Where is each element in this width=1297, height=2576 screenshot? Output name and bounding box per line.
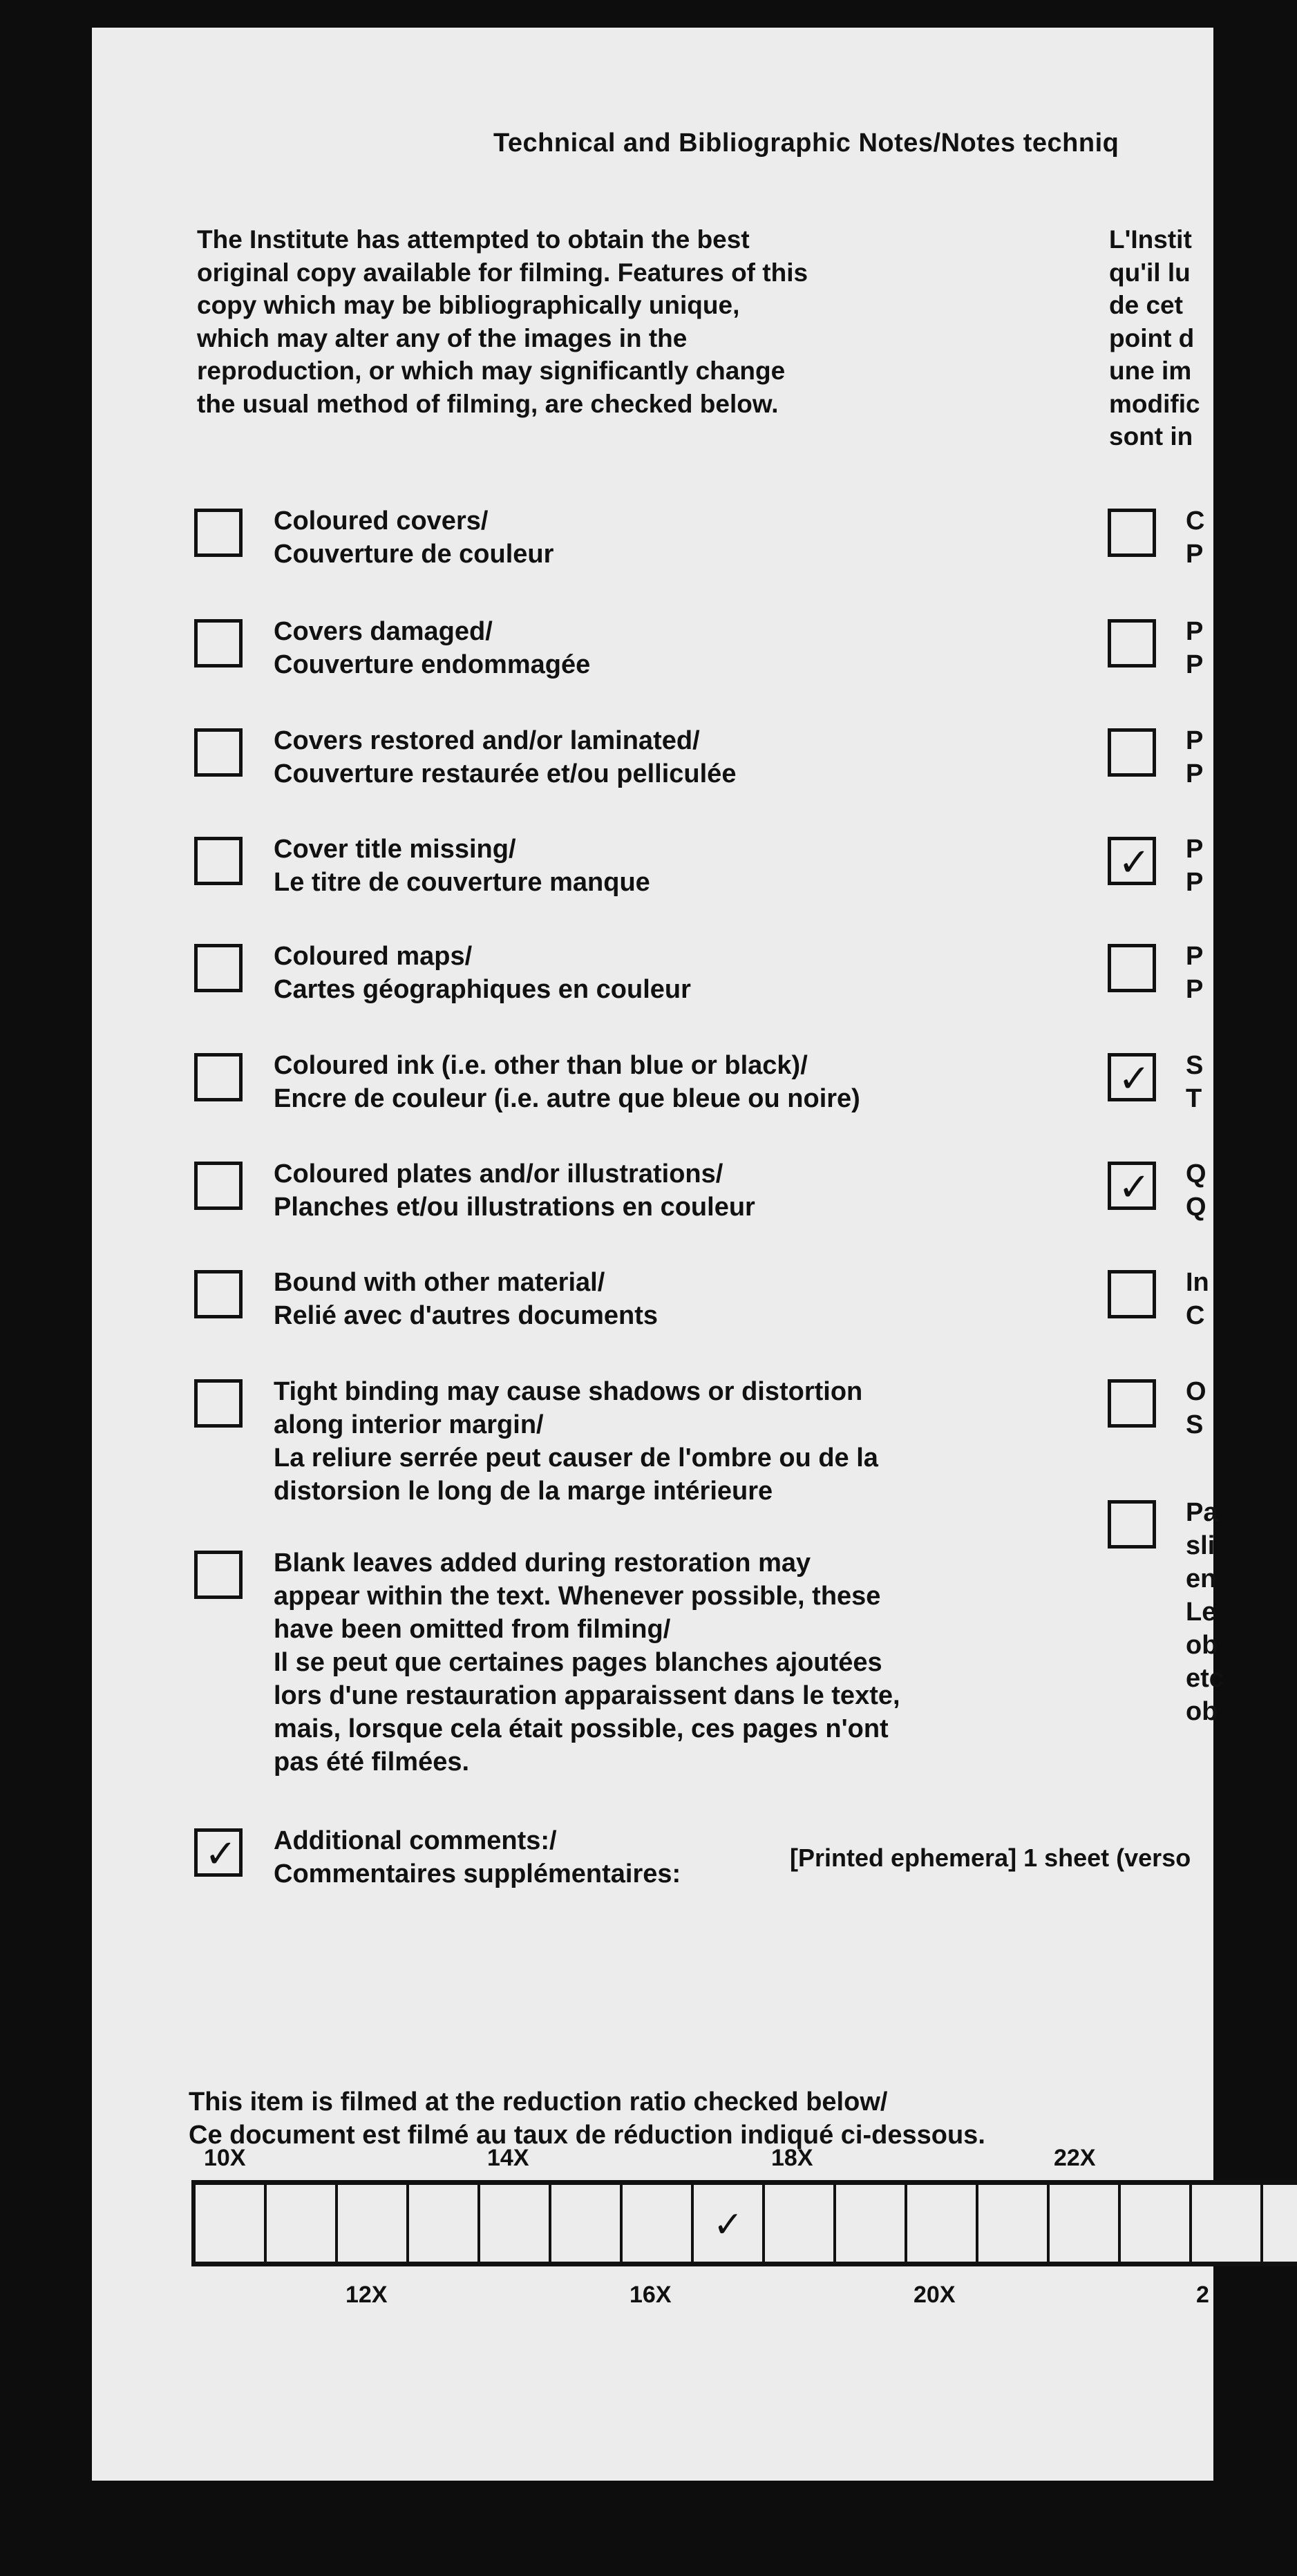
option-checkbox[interactable]	[1108, 728, 1156, 777]
ratio-cell[interactable]	[551, 2185, 623, 2262]
ratio-cell[interactable]	[1192, 2185, 1263, 2262]
check-mark-icon: ✓	[1118, 840, 1151, 884]
ratio-tick-label: 14X	[487, 2145, 529, 2171]
ratio-cell[interactable]	[409, 2185, 480, 2262]
ratio-tick-label: 2	[1196, 2282, 1209, 2308]
option-checkbox[interactable]	[194, 509, 243, 557]
option-checkbox[interactable]	[194, 1379, 243, 1428]
option-label: Coloured ink (i.e. other than blue or black)/ Encre de couleur (i.e. autre que bleue ou noire)	[274, 1051, 860, 1113]
intro-paragraph: The Institute has attempted to obtain the best original copy available for filming. Features of this copy which may be bibliographically unique, which may alter any of the images in the reproduction, or which may significantly change the usual method of filming, are checked below.	[197, 225, 808, 418]
ratio-cell[interactable]	[836, 2185, 907, 2262]
option-label: Pa sli en Le ob etc ob	[1186, 1498, 1224, 1726]
option-checkbox[interactable]	[194, 1053, 243, 1101]
check-mark-icon: ✓	[205, 1832, 237, 1875]
option-label: Coloured maps/ Cartes géographiques en couleur	[274, 942, 691, 1004]
ratio-cell[interactable]	[623, 2185, 694, 2262]
option-label: O S	[1186, 1377, 1206, 1439]
reduction-ratio-grid	[191, 2180, 1297, 2266]
option-label: P P	[1186, 835, 1204, 897]
film-notes-sheet	[92, 28, 1224, 2481]
option-label: Q Q	[1186, 1159, 1206, 1222]
option-checkbox[interactable]	[1108, 619, 1156, 667]
ratio-cell[interactable]	[694, 2185, 765, 2262]
option-label: Tight binding may cause shadows or distortion along interior margin/ La reliure serrée peut causer de l'ombre ou de la distorsion le long de la marge intérieure	[274, 1377, 878, 1506]
option-label: P P	[1186, 942, 1204, 1004]
ratio-tick-label: 20X	[913, 2282, 956, 2308]
ratio-cell[interactable]	[267, 2185, 338, 2262]
check-mark-icon: ✓	[713, 2205, 744, 2245]
option-label: Covers restored and/or laminated/ Couverture restaurée et/ou pelliculée	[274, 726, 737, 788]
ratio-tick-label: 16X	[629, 2282, 672, 2308]
option-checkbox[interactable]	[1108, 1270, 1156, 1318]
page-title: Technical and Bibliographic Notes/Notes techniq	[493, 129, 1119, 158]
option-checkbox[interactable]	[194, 728, 243, 777]
ratio-tick-label: 22X	[1054, 2145, 1096, 2171]
option-label: Bound with other material/ Relié avec d'autres documents	[274, 1268, 659, 1330]
option-checkbox[interactable]	[194, 1162, 243, 1210]
option-checkbox[interactable]	[194, 1828, 243, 1877]
option-label: Coloured covers/ Couverture de couleur	[274, 506, 554, 569]
option-label: P P	[1186, 726, 1204, 788]
option-label: Coloured plates and/or illustrations/ Planches et/ou illustrations en couleur	[274, 1159, 755, 1222]
option-checkbox[interactable]	[194, 837, 243, 885]
option-checkbox[interactable]	[1108, 1500, 1156, 1549]
option-checkbox[interactable]	[1108, 1053, 1156, 1101]
option-label: Additional comments:/ Commentaires supplémentaires:	[274, 1826, 681, 1888]
option-checkbox[interactable]	[1108, 944, 1156, 992]
intro-paragraph-fr: L'Instit qu'il lu de cet point d une im modific sont in	[1109, 225, 1200, 451]
option-label: C P	[1186, 506, 1205, 569]
option-label: P P	[1186, 617, 1204, 679]
ratio-cell[interactable]	[1121, 2185, 1192, 2262]
ratio-cell[interactable]	[196, 2185, 267, 2262]
option-label: S T	[1186, 1051, 1204, 1113]
option-checkbox[interactable]	[194, 944, 243, 992]
option-checkbox[interactable]	[194, 619, 243, 667]
ratio-tick-label: 18X	[771, 2145, 813, 2171]
option-checkbox[interactable]	[1108, 1162, 1156, 1210]
option-checkbox[interactable]	[1108, 837, 1156, 885]
additional-comments-value: [Printed ephemera] 1 sheet (verso	[790, 1844, 1191, 1872]
check-mark-icon: ✓	[1118, 1057, 1151, 1100]
ratio-cell[interactable]	[978, 2185, 1050, 2262]
option-label: Cover title missing/ Le titre de couverture manque	[274, 835, 650, 897]
check-mark-icon: ✓	[1118, 1165, 1151, 1209]
option-label: Covers damaged/ Couverture endommagée	[274, 617, 591, 679]
option-checkbox[interactable]	[1108, 509, 1156, 557]
option-checkbox[interactable]	[1108, 1379, 1156, 1428]
option-label: Blank leaves added during restoration may appear within the text. Whenever possible, these have been omitted from filming/ Il se peut que certaines pages blanches ajoutées lors d'une restauration apparaissent dans le texte, mais, lorsque cela était possible, ces pages n'ont pas été filmées.	[274, 1549, 900, 1777]
ratio-cell[interactable]	[907, 2185, 978, 2262]
ratio-tick-label: 10X	[204, 2145, 246, 2171]
ratio-tick-label: 12X	[345, 2282, 388, 2308]
option-checkbox[interactable]	[194, 1551, 243, 1599]
reduction-ratio-text: This item is filmed at the reduction ratio checked below/ Ce document est filmé au taux de réduction indiqué ci-dessous.	[189, 2087, 985, 2150]
ratio-cell[interactable]	[765, 2185, 836, 2262]
ratio-cell[interactable]	[1050, 2185, 1121, 2262]
ratio-cell[interactable]	[338, 2185, 409, 2262]
ratio-cell[interactable]	[480, 2185, 551, 2262]
option-checkbox[interactable]	[194, 1270, 243, 1318]
option-label: In C	[1186, 1268, 1209, 1330]
